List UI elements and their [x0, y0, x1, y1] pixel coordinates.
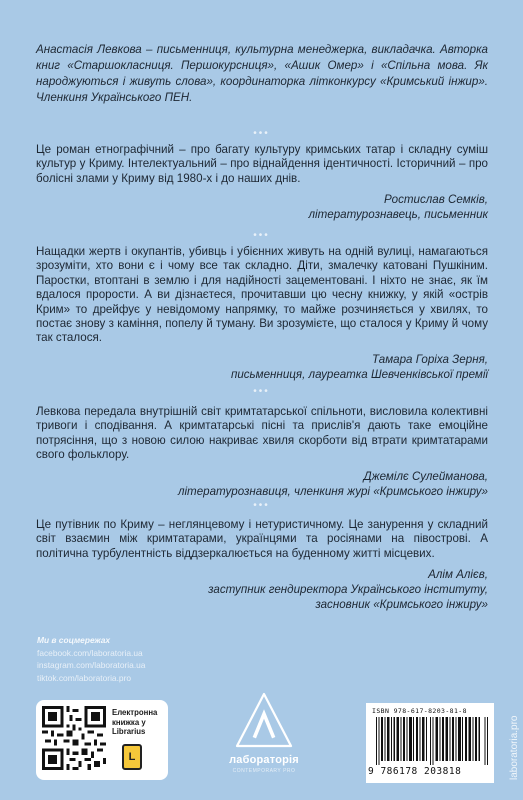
quote-attribution — [36, 352, 488, 382]
quote-2 — [36, 245, 488, 382]
quote-author: Ростислав Семків, — [384, 193, 488, 207]
quote-attribution — [36, 469, 488, 499]
isbn-barcode — [366, 703, 494, 783]
qr-code-icon — [42, 706, 106, 770]
separator-2: ••• — [253, 230, 270, 241]
quote-text: Нащадки жертв і окупантів, убивць і убієнних живуть на одній вулиці, намагаються зрозуміти, хто вони є і чому все так складно. Діти, змалечку катовані Пушкіним. Паростки, втоптані в землю і для надійності зацементовані. І ніхто не знає, як їм вдалося прорости. А ви дізнаєтеся, прочитавши цю чесну книжку, у якій «острів Крим» то дрейфує у невідомому напрямку, то майже розчиняється у хвилях, то постає знову з каміння, попелу й туману. Ви зрозумієте, що сталося у Криму й чому так сталося. — [36, 245, 488, 345]
quote-attribution — [36, 567, 488, 612]
publisher-tagline: CONTEMPORARY PRO — [232, 768, 296, 774]
ebook-label: Електронна книжка у Librarius — [112, 708, 158, 737]
librarius-logo-icon: L — [122, 744, 142, 770]
social-link-facebook[interactable]: facebook.com/laboratoria.ua — [37, 647, 143, 658]
isbn-number: ISBN 978-617-8203-81-8 — [372, 707, 467, 715]
quote-author-role: письменниця, лауреатка Шевченківської премії — [230, 367, 488, 381]
barcode-icon — [376, 717, 488, 765]
quote-attribution — [36, 192, 488, 222]
separator-4: ••• — [253, 500, 270, 511]
quote-text: Це роман етнографічний – про багату культуру кримських татар і складну суміш культур у Криму. Інтелектуальний – про віднайдення ідентичності. Історичний – про болісні злами у Криму від 1980-х і до наших днів. — [36, 143, 488, 185]
quote-author-role-2: засновник «Кримського інжиру» — [315, 598, 488, 612]
quote-author-role: літературознавиця, членкиня журі «Кримського інжиру» — [177, 484, 488, 498]
publisher-logo — [220, 690, 308, 774]
quote-author-role: літературознавець, письменник — [308, 208, 488, 222]
social-link-tiktok[interactable]: tiktok.com/laboratoria.pro — [37, 672, 132, 683]
separator-1: ••• — [253, 128, 270, 139]
publisher-triangle-icon — [233, 690, 295, 752]
quote-text: Це путівник по Криму – неглянцевому і нетуристичному. Це занурення у складний світ взаємин між кримтатарами, українцями та росіянами на півострові. А політична турбулентність віддзеркалюється на буденному житті місцевих. — [36, 518, 488, 560]
publisher-name: лабораторія — [229, 754, 299, 766]
quote-3 — [36, 405, 488, 499]
separator-3: ••• — [253, 386, 270, 397]
publisher-website-text: laboratoria.pro — [509, 715, 520, 780]
quote-author-role: заступник гендиректора Українського інституту, — [208, 583, 488, 597]
social-links — [37, 634, 145, 684]
qr-code[interactable] — [42, 706, 106, 770]
quote-author: Тамара Горіха Зерня, — [371, 352, 488, 366]
quote-author: Джемілє Сулейманова, — [363, 469, 488, 483]
quote-text: Левкова передала внутрішній світ кримтатарської спільноти, висловила колективні тривоги і сподівання. А кримтатарські пісні та прислів'я дають таке емоційне потрясіння, що з новою силою накриває хвиля скорботи від втрати кримтатарами свого фольклору. — [36, 405, 488, 462]
social-link-instagram[interactable]: instagram.com/laboratoria.ua — [37, 660, 146, 670]
social-heading: Ми в соцмережах — [37, 635, 111, 645]
author-intro: Анастасія Левкова – письменниця, культурна менеджерка, викладачка. Авторка книг «Старшокласниця. Першокурсниця», «Ашик Омер» і «Спільна мова. Як народжуються і живуть слова», координаторка літконкурсу «Кримський інжир». Членкиня Українського ПЕН. — [36, 43, 488, 104]
quote-4 — [36, 518, 488, 612]
publisher-website[interactable] — [496, 640, 520, 780]
quote-1 — [36, 143, 488, 222]
quote-author: Алім Алієв, — [428, 568, 488, 582]
barcode-number: 9 786178 203818 — [368, 766, 462, 777]
ebook-qr-panel — [36, 700, 168, 780]
